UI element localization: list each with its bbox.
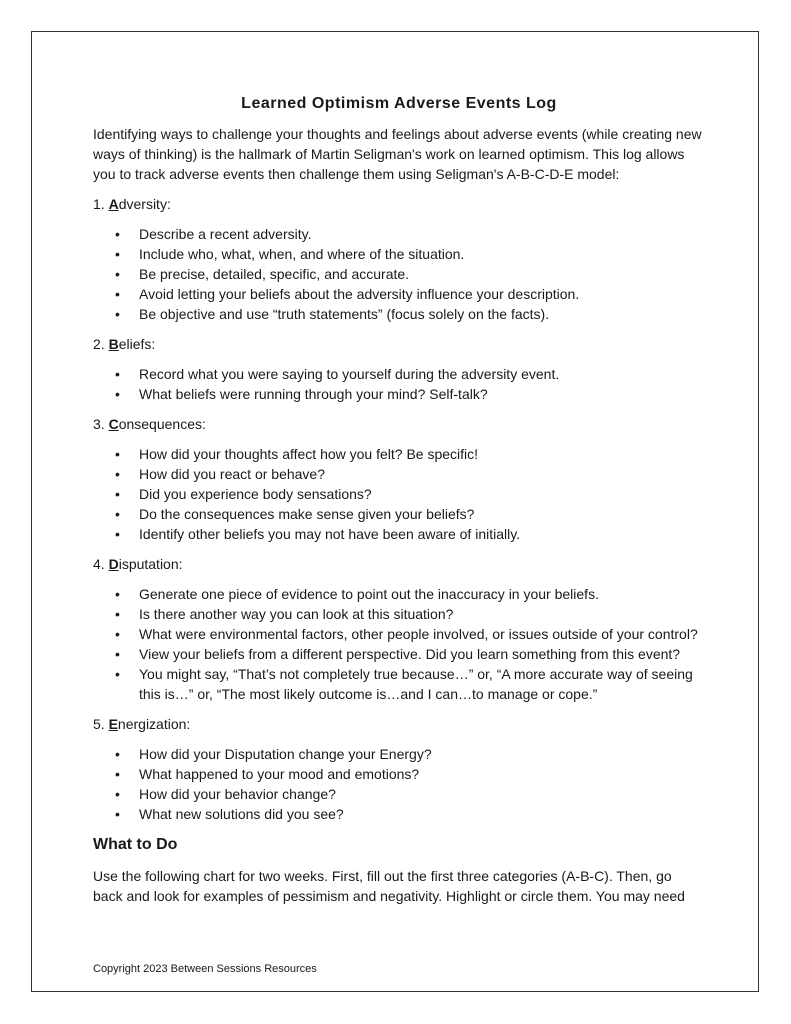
abcde-sections	[93, 194, 705, 824]
list-item: • Generate one piece of evidence to point out the inaccuracy in your beliefs.	[93, 584, 705, 604]
list-item: • Avoid letting your beliefs about the adversity influence your description.	[93, 284, 705, 304]
list-item: • Is there another way you can look at this situation?	[93, 604, 705, 624]
section-heading	[93, 194, 705, 214]
section-number: 1.	[93, 196, 109, 212]
section-letter: A	[108, 196, 119, 212]
list-item: • You might say, “That’s not completely true because…” or, “A more accurate way of seeing this is…” or, “The most likely outcome is…and I can…to manage or cope.”	[93, 664, 705, 704]
list-item: • How did your behavior change?	[93, 784, 705, 804]
list-item: • Do the consequences make sense given your beliefs?	[93, 504, 705, 524]
list-item: • What new solutions did you see?	[93, 804, 705, 824]
list-item: • View your beliefs from a different perspective. Did you learn something from this event?	[93, 644, 705, 664]
list-item: • Be precise, detailed, specific, and accurate.	[93, 264, 705, 284]
list-item: • Record what you were saying to yourself during the adversity event.	[93, 364, 705, 384]
section-bullet-list	[93, 224, 705, 324]
list-item: • Include who, what, when, and where of the situation.	[93, 244, 705, 264]
list-item: • Be objective and use “truth statements” (focus solely on the facts).	[93, 304, 705, 324]
section-label: eliefs:	[118, 336, 156, 352]
list-item: • What beliefs were running through your mind? Self-talk?	[93, 384, 705, 404]
section-letter: B	[108, 336, 119, 352]
section-label: nergization:	[117, 716, 191, 732]
list-item: • Identify other beliefs you may not have been aware of initially.	[93, 524, 705, 544]
document-body	[93, 94, 705, 906]
what-to-do-paragraph: Use the following chart for two weeks. First, fill out the first three categories (A-B-C). Then, go back and look for examples of pessimism and negativity. Highlight or circle them. You may need	[93, 868, 685, 904]
section-label: isputation:	[118, 556, 183, 572]
section-heading	[93, 334, 705, 354]
section-letter: E	[108, 716, 118, 732]
section-heading	[93, 714, 705, 734]
section-bullet-list	[93, 364, 705, 404]
section-label: dversity:	[118, 196, 171, 212]
document-title: Learned Optimism Adverse Events Log	[241, 95, 557, 112]
list-item: • How did your thoughts affect how you felt? Be specific!	[93, 444, 705, 464]
list-item: • What happened to your mood and emotions?	[93, 764, 705, 784]
list-item: • How did your Disputation change your Energy?	[93, 744, 705, 764]
what-to-do-heading: What to Do	[93, 836, 178, 853]
list-item: • What were environmental factors, other people involved, or issues outside of your control?	[93, 624, 705, 644]
section-number: 2.	[93, 336, 109, 352]
section-letter: C	[108, 416, 119, 432]
section-heading	[93, 414, 705, 434]
section-bullet-list	[93, 444, 705, 544]
list-item: • Describe a recent adversity.	[93, 224, 705, 244]
section-number: 3.	[93, 416, 109, 432]
section-label: onsequences:	[118, 416, 206, 432]
section-letter: D	[108, 556, 119, 572]
section-bullet-list	[93, 584, 705, 704]
list-item: • How did you react or behave?	[93, 464, 705, 484]
section-bullet-list	[93, 744, 705, 824]
list-item: • Did you experience body sensations?	[93, 484, 705, 504]
section-number: 5.	[93, 716, 109, 732]
intro-paragraph: Identifying ways to challenge your thoughts and feelings about adverse events (while creating new ways of thinking) is the hallmark of Martin Seligman's work on learned optimism. This log allows you to track adverse events then challenge them using Seligman's A-B-C-D-E model:	[93, 126, 702, 182]
copyright-footer: Copyright 2023 Between Sessions Resources	[93, 963, 317, 975]
section-heading	[93, 554, 705, 574]
section-number: 4.	[93, 556, 109, 572]
